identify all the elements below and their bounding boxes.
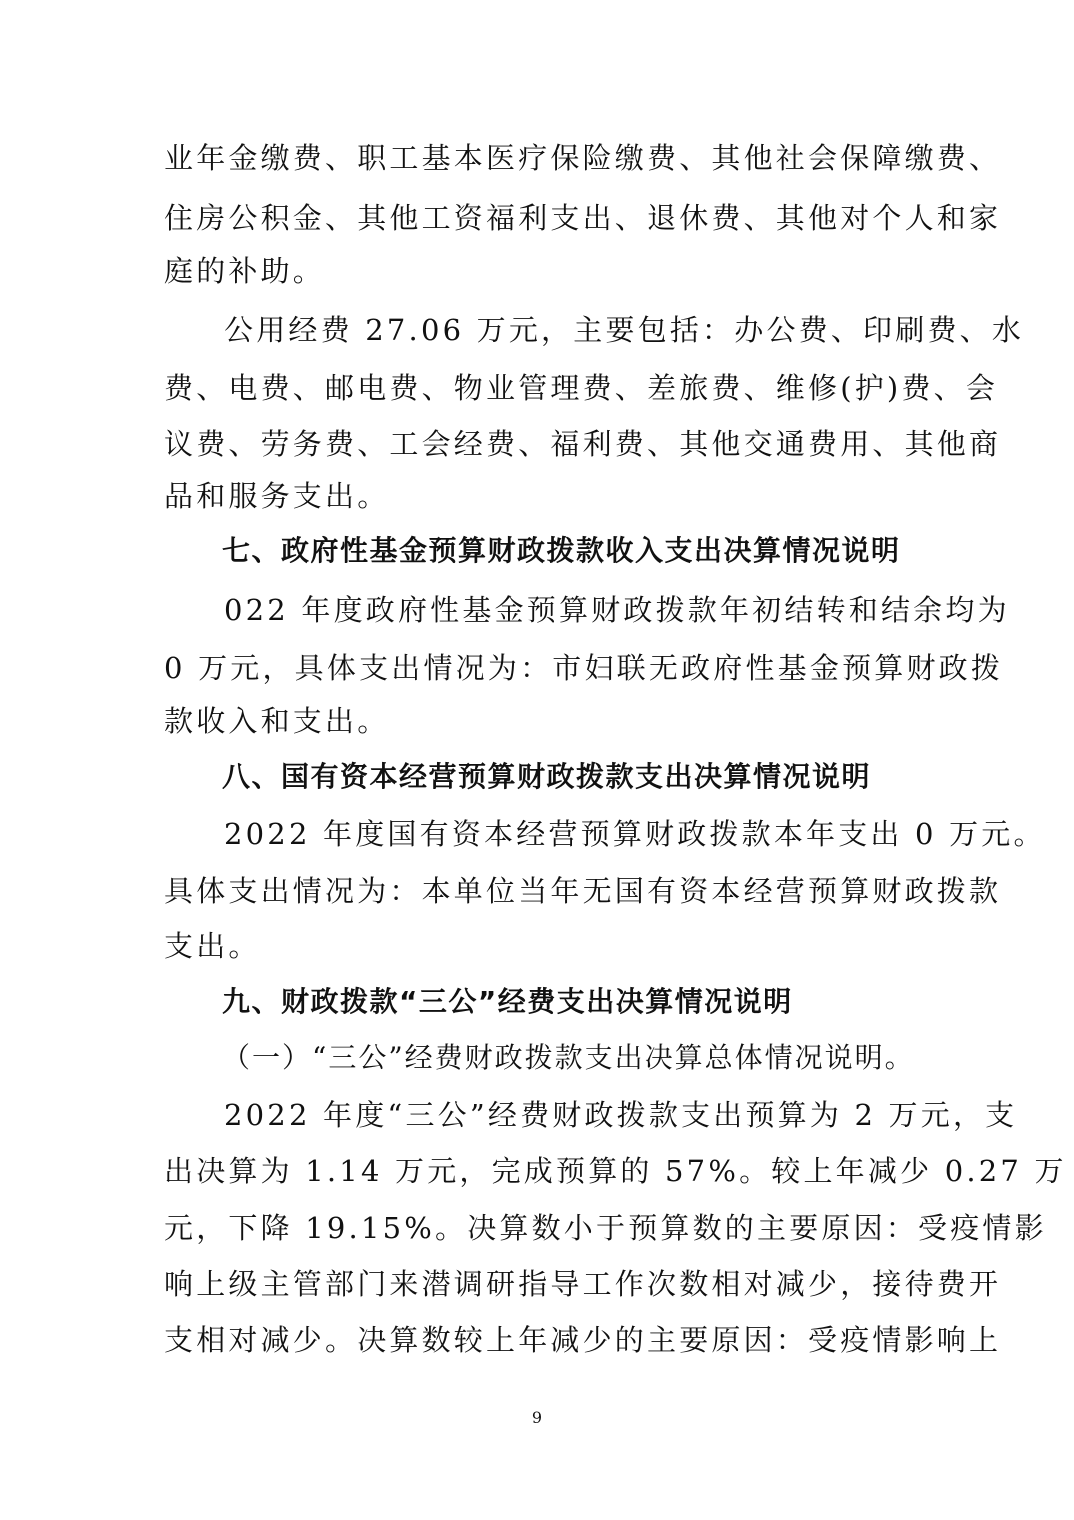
paragraph-line: 庭的补助。 bbox=[164, 254, 326, 288]
paragraph-line: 费、电费、邮电费、物业管理费、差旅费、维修(护)费、会 bbox=[164, 371, 999, 405]
paragraph-line: 公用经费 27.06 万元，主要包括：办公费、印刷费、水 bbox=[224, 313, 1025, 347]
paragraph-line: 响上级主管部门来潜调研指导工作次数相对减少，接待费开 bbox=[164, 1267, 1002, 1301]
paragraph-line: 0 万元，具体支出情况为：市妇联无政府性基金预算财政拨 bbox=[164, 651, 1004, 685]
paragraph-line: 元，下降 19.15%。决算数小于预算数的主要原因：受疫情影 bbox=[164, 1211, 1047, 1245]
subsection-heading: （一）“三公”经费财政拨款支出决算总体情况说明。 bbox=[222, 1041, 915, 1074]
paragraph-line: 具体支出情况为：本单位当年无国有资本经营预算财政拨款 bbox=[164, 874, 1002, 908]
paragraph-line: 业年金缴费、职工基本医疗保险缴费、其他社会保障缴费、 bbox=[164, 141, 1002, 175]
paragraph-line: 议费、劳务费、工会经费、福利费、其他交通费用、其他商 bbox=[164, 427, 1002, 461]
paragraph-line: 品和服务支出。 bbox=[164, 479, 390, 513]
paragraph-line: 款收入和支出。 bbox=[164, 704, 390, 738]
paragraph-line: 2022 年度国有资本经营预算财政拨款本年支出 0 万元。 bbox=[224, 817, 1046, 851]
section-heading-8: 八、国有资本经营预算财政拨款支出决算情况说明 bbox=[222, 760, 872, 793]
paragraph-line: 2022 年度“三公”经费财政拨款支出预算为 2 万元，支 bbox=[224, 1098, 1018, 1132]
section-heading-9: 九、财政拨款“三公”经费支出决算情况说明 bbox=[222, 985, 793, 1018]
paragraph-line: 支相对减少。决算数较上年减少的主要原因：受疫情影响上 bbox=[164, 1323, 1002, 1357]
page-number: 9 bbox=[531, 1408, 543, 1427]
paragraph-line: 住房公积金、其他工资福利支出、退休费、其他对个人和家 bbox=[164, 201, 1002, 235]
paragraph-line: 出决算为 1.14 万元，完成预算的 57%。较上年减少 0.27 万 bbox=[164, 1154, 1067, 1188]
paragraph-line: 支出。 bbox=[164, 929, 261, 963]
paragraph-line: 022 年度政府性基金预算财政拨款年初结转和结余均为 bbox=[224, 593, 1010, 627]
section-heading-7: 七、政府性基金预算财政拨款收入支出决算情况说明 bbox=[222, 534, 901, 567]
